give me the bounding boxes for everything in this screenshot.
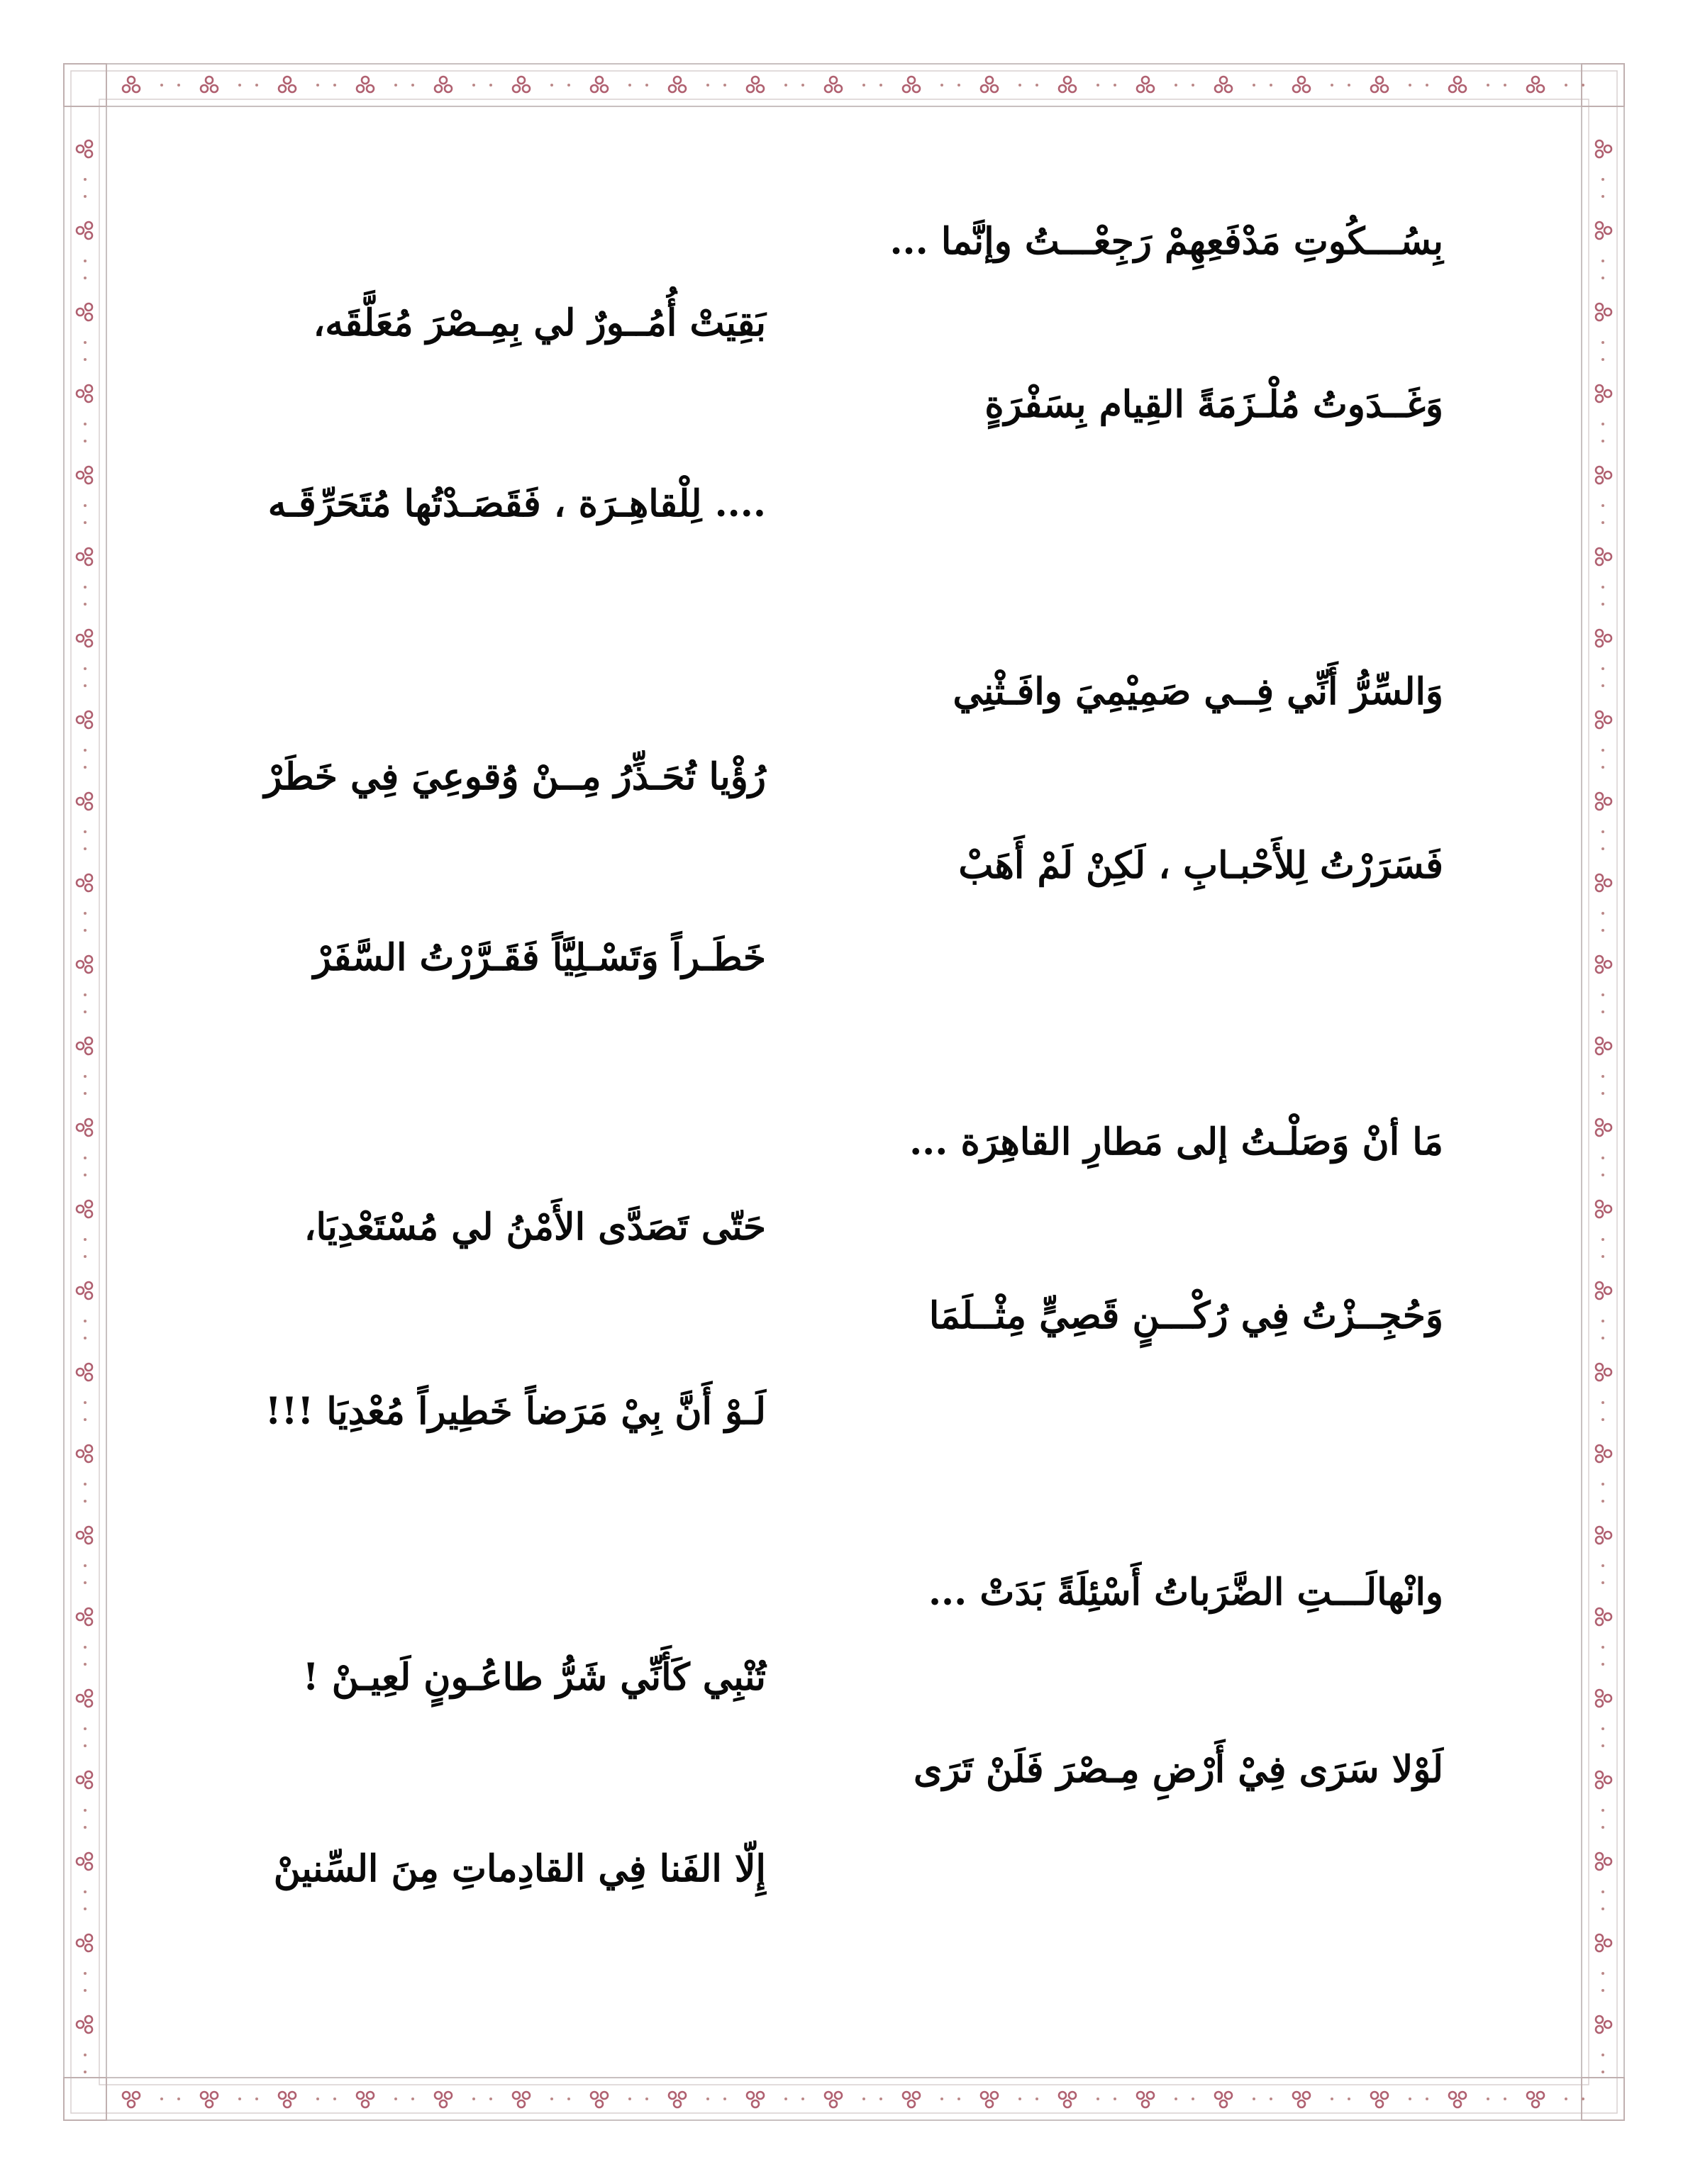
verse-line: فَسَرَرْتُ لِلأَحْبـابِ ، لَكِنْ لَمْ أَهَبْ [958,844,1443,887]
verse-line: لَوْلا سَرَى فِيْ أَرْضِ مِـصْرَ فَلَنْ تَرَى [914,1748,1443,1791]
verse-line: رُؤْيا تُحَـذِّرُ مِــنْ وُقوعِيَ فِي خَطَرْ [264,755,766,798]
verse-line: حَتّى تَصَدَّى الأَمْنُ لي مُسْتَعْدِيَا، [304,1205,766,1249]
verse-line: إِلّا الفَنا فِي القادِماتِ مِنَ السِّنينْ [273,1847,766,1890]
verse-line: وَحُجِــزْتُ فِي رُكْـــنٍ قَصِيٍّ مِثْــلَمَا [928,1294,1443,1337]
verse-line: وانْهالَـــتِ الضَّرَباتُ أَسْئِلَةً بَدَتْ ... [928,1571,1443,1614]
verse-line: بَقِيَتْ أُمُــورٌ لي بِمِـصْرَ مُعَلَّقَه، [313,301,766,345]
verse-line: خَطَـراً وَتَسْـلِيَّاً فَقَـرَّرْتُ السَّفَرْ [313,936,766,979]
verse-line: وَالسِّرُّ أَنِّي فِــي صَمِيْمِيَ وافَـثْنِي [953,670,1443,713]
verse-line: مَا أنْ وَصَلْـتُ إلى مَطارِ القاهِرَة ... [909,1120,1443,1164]
verse-line: .... لِلْقاهِـرَة ، فَقَصَـدْتُها مُتَحَرِّقَـه [267,482,766,525]
verse-line: تُنْبِي كَأَنِّي شَرُّ طاعُـونٍ لَعِيـنْ ! [302,1656,766,1699]
verse-line: وَغَــدَوتُ مُلْـزَمَةً القِيام بِسَفْرَةٍ [984,383,1443,426]
verse-line: بِسُـــكُوتِ مَدْفَعِهِمْ رَجِعْـــتُ وإنَّما ... [889,220,1443,263]
verse-line: لَـوْ أَنَّ بِيْ مَرَضاً خَطِيراً مُعْدِيَا !!! [265,1390,766,1433]
